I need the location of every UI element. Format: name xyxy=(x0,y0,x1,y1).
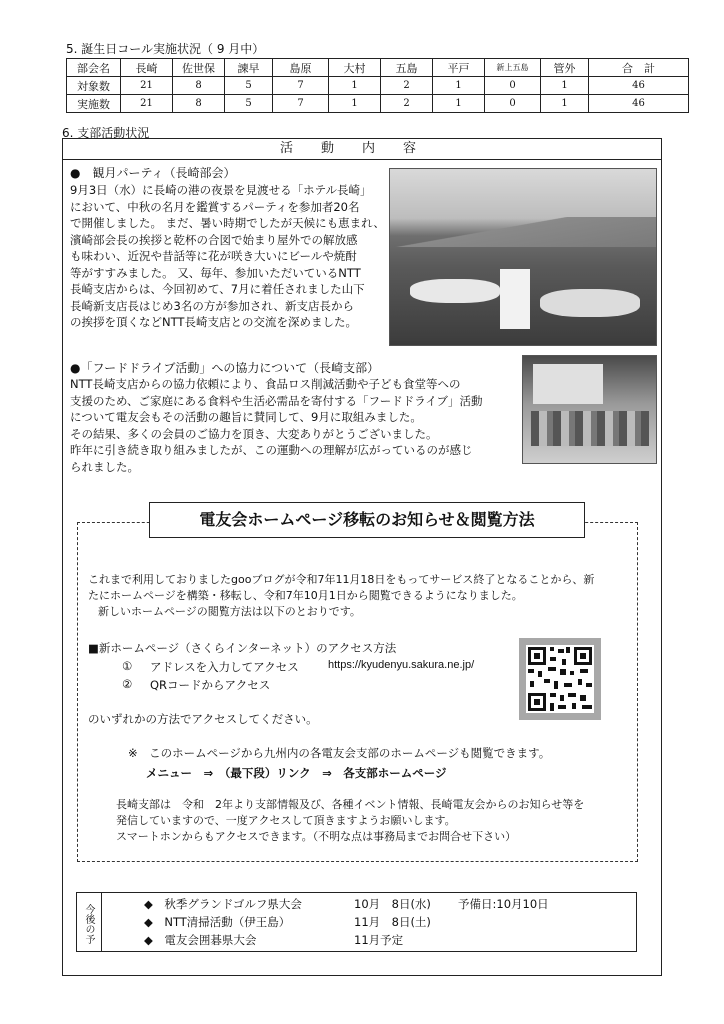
text-line: られました。 xyxy=(70,459,139,474)
table-cell: 1 xyxy=(433,77,485,95)
text-line: スマートホンからもアクセスできます。（不明な点は事務局までお問合せ下さい） xyxy=(116,830,517,843)
text-line: 発信していますので、一度アクセスして頂きますようお願いします。 xyxy=(116,814,456,827)
upcoming-label: 今後の予 xyxy=(76,892,102,952)
row-label: 対象数 xyxy=(67,77,121,95)
method2-number: ② xyxy=(122,677,133,691)
table-row xyxy=(67,77,689,95)
table-cell: 2 xyxy=(381,77,433,95)
text-line: たにホームページを構築・移転し、令和7年10月1日から閲覧できるようになりました。 xyxy=(88,589,523,602)
table-cell: 0 xyxy=(485,95,541,113)
table-header-cell: 大村 xyxy=(329,59,381,77)
event-reserve-date: 予備日:10月10日 xyxy=(458,897,549,911)
text-line: も味わい、近況や昔話等に花が咲き大いにビールや焼酎 xyxy=(70,249,357,263)
table-header-cell: 長崎 xyxy=(121,59,173,77)
text-line: 昨年に引き続き取り組みましたが、この運動への理解が広がっているのが感じ xyxy=(70,443,473,457)
table-header-cell: 五島 xyxy=(381,59,433,77)
table-cell: 1 xyxy=(329,77,381,95)
table-cell: 8 xyxy=(173,77,225,95)
table-header-cell: 合 計 xyxy=(589,59,689,77)
table-header-cell: 佐世保 xyxy=(173,59,225,77)
food-text xyxy=(70,376,483,475)
text-line: これまで利用しておりましたgooブログが令和7年11月18日をもってサービス終了となることから、新 xyxy=(88,573,595,586)
text-line: 長崎支部は 令和 2年より支部情報及び、各種イベント情報、長崎電友会からのお知らせ等を xyxy=(116,798,585,811)
method1-label: アドレスを入力してアクセス xyxy=(150,660,299,674)
table-cell: 46 xyxy=(589,77,689,95)
text-line: 等がすすみました。 又、毎年、参加いただいているNTT xyxy=(70,265,361,280)
notice-title: 電友会ホームページ移転のお知らせ＆閲覧方法 xyxy=(149,502,585,538)
table-cell: 46 xyxy=(589,95,689,113)
table-cell: 7 xyxy=(273,77,329,95)
table-header-cell: 島原 xyxy=(273,59,329,77)
menu-path: メニュー ⇒ （最下段）リンク ⇒ 各支部ホームページ xyxy=(146,766,447,780)
table-cell: 1 xyxy=(329,95,381,113)
table-header-cell: 諫早 xyxy=(225,59,273,77)
food-drive-photo xyxy=(522,355,657,464)
closing-text xyxy=(116,797,584,845)
event-date: 10月 8日(水) xyxy=(354,897,431,911)
method2-label: QRコードからアクセス xyxy=(150,678,271,692)
qr-code-graphic xyxy=(519,638,601,720)
row-label: 実施数 xyxy=(67,95,121,113)
table-header-cell: 新上五島 xyxy=(485,59,541,77)
party-text xyxy=(70,182,385,331)
text-line: 9月3日（水）に長崎の港の夜景を見渡せる「ホテル長崎」 xyxy=(70,183,372,197)
homepage-url[interactable]: https://kyudenyu.sakura.ne.jp/ xyxy=(328,659,475,671)
text-line: で開催しました。 まだ、暑い時期でしたが天候にも恵まれ、 xyxy=(70,216,385,230)
text-line: NTT長崎支店からの協力依頼により、食品ロス削減活動や子ども食堂等への xyxy=(70,377,461,391)
party-photo xyxy=(389,168,657,346)
table-cell: 2 xyxy=(381,95,433,113)
table-cell: 1 xyxy=(541,95,589,113)
access-instruction: のいずれかの方法でアクセスしてください。 xyxy=(88,712,318,726)
event-name: ◆ NTT清掃活動（伊王島） xyxy=(144,915,291,929)
table-cell: 5 xyxy=(225,77,273,95)
table-cell: 1 xyxy=(541,77,589,95)
text-line: において、中秋の名月を鑑賞するパーティを参加者20名 xyxy=(70,199,360,214)
access-heading: ■新ホームページ（さくらインターネット）のアクセス方法 xyxy=(88,641,397,655)
text-line: 濱崎部会長の挨拶と乾杯の合図で始まり屋外での解放感 xyxy=(70,232,358,247)
event-date: 11月 8日(土) xyxy=(354,915,431,929)
notice-intro xyxy=(88,572,594,620)
event-name: ◆ 電友会囲碁県大会 xyxy=(144,933,257,947)
birthday-call-table xyxy=(66,58,689,113)
table-row xyxy=(67,95,689,113)
table-cell: 21 xyxy=(121,95,173,113)
table-cell: 0 xyxy=(485,77,541,95)
text-line: 長崎新支店長はじめ3名の方が参加され、新支店長から xyxy=(70,298,355,313)
table-cell: 7 xyxy=(273,95,329,113)
method1-number: ① xyxy=(122,659,133,673)
table-cell: 5 xyxy=(225,95,273,113)
party-heading: ● 観月パーティ（長崎部会） xyxy=(70,166,236,180)
activity-header: 活動内容 xyxy=(62,138,662,160)
table-header-cell: 管外 xyxy=(541,59,589,77)
text-line: 新しいホームページの閲覧方法は以下のとおりです。 xyxy=(98,605,361,618)
event-name: ◆ 秋季グランドゴルフ県大会 xyxy=(144,897,302,911)
section6-title: 6. 支部活動状況 xyxy=(62,126,150,140)
table-header-row xyxy=(67,59,689,77)
table-cell: 8 xyxy=(173,95,225,113)
text-line: 長崎支店からは、今回初めて、7月に着任されました山下 xyxy=(70,282,365,296)
text-line: その結果、多くの会員のご協力を頂き、大変ありがとうございました。 xyxy=(70,426,438,441)
text-line: について電友会もその活動の趣旨に賛同して、9月に取組みました。 xyxy=(70,410,422,424)
event-date: 11月予定 xyxy=(354,933,404,947)
branch-pages-note: ※ このホームページから九州内の各電友会支部のホームページも閲覧できます。 xyxy=(128,746,551,760)
table-header-cell: 部会名 xyxy=(67,59,121,77)
table-cell: 21 xyxy=(121,77,173,95)
food-heading: ●「フードドライブ活動」への協力について（長崎支部） xyxy=(70,361,380,375)
qr-code-icon[interactable] xyxy=(519,638,601,720)
section5-title: 5. 誕生日コール実施状況（ 9 月中） xyxy=(66,42,265,56)
text-line: の挨拶を頂くなどNTT長崎支店との交流を深めました。 xyxy=(70,315,357,329)
table-cell: 1 xyxy=(433,95,485,113)
table-header-cell: 平戸 xyxy=(433,59,485,77)
text-line: 支援のため、ご家庭にある食料や生活必需品を寄付する「フードドライブ」活動 xyxy=(70,393,483,408)
